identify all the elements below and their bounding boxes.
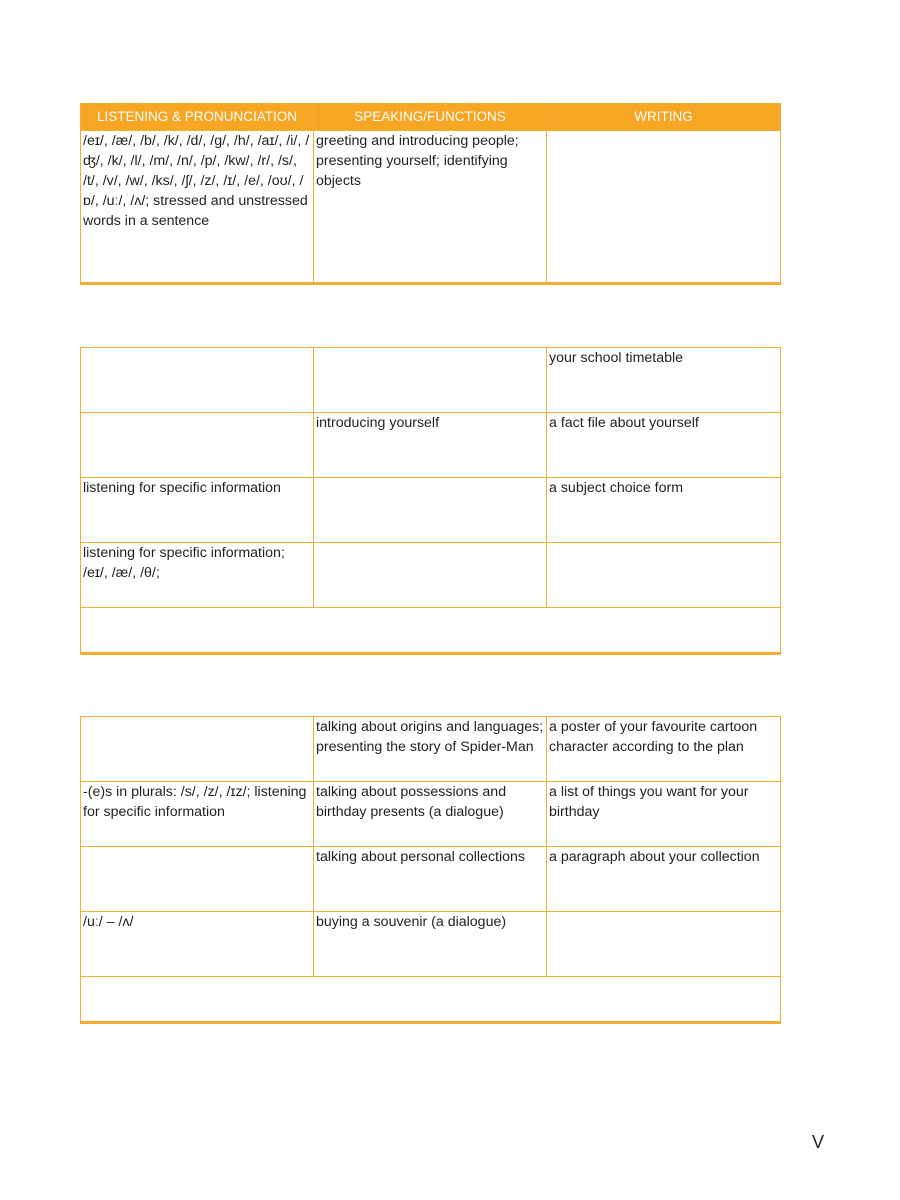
cell-listening: -(e)s in plurals: /s/, /z/, /ɪz/; listening for specific information — [81, 782, 314, 847]
table-row — [81, 543, 781, 608]
cell-listening — [81, 413, 314, 478]
syllabus-table-2 — [80, 347, 781, 655]
cell-writing: a list of things you want for your birthday — [547, 782, 781, 847]
header-row — [81, 104, 781, 131]
cell-speaking: talking about possessions and birthday presents (a dialogue) — [314, 782, 547, 847]
table-row — [81, 912, 781, 977]
cell-writing: your school timetable — [547, 348, 781, 413]
cell-writing — [547, 912, 781, 977]
table-row — [81, 348, 781, 413]
cell-listening: listening for specific information — [81, 478, 314, 543]
table-row — [81, 413, 781, 478]
cell-speaking: talking about origins and languages; presenting the story of Spider-Man — [314, 717, 547, 782]
footer-cell — [81, 977, 781, 1023]
cell-writing: a fact file about yourself — [547, 413, 781, 478]
syllabus-table-3 — [80, 716, 781, 1024]
header-writing: WRITING — [547, 104, 781, 131]
cell-speaking: talking about personal collections — [314, 847, 547, 912]
cell-speaking: buying a souvenir (a dialogue) — [314, 912, 547, 977]
table-row — [81, 478, 781, 543]
cell-speaking — [314, 543, 547, 608]
cell-listening — [81, 717, 314, 782]
table-footer-row — [81, 608, 781, 654]
cell-listening: /uː/ – /ʌ/ — [81, 912, 314, 977]
header-speaking-functions: SPEAKING/FUNCTIONS — [314, 104, 547, 131]
cell-listening: /eɪ/, /æ/, /b/, /k/, /d/, /g/, /h/, /aɪ/, /i/, /ʤ/, /k/, /l/, /m/, /n/, /p/, /kw/, /r/, /s/, /t/, /v/, /w/, /ks/, /ʃ/, /z/, /ɪ/, /e/, /oʊ/, /ɒ/, /uː/, /ʌ/; stressed and unstressed words in a sentence — [81, 131, 314, 284]
cell-writing: a paragraph about your collection — [547, 847, 781, 912]
cell-listening — [81, 847, 314, 912]
cell-writing — [547, 543, 781, 608]
cell-writing: a subject choice form — [547, 478, 781, 543]
syllabus-table-1 — [80, 103, 781, 285]
table-footer-row — [81, 977, 781, 1023]
cell-listening — [81, 348, 314, 413]
table-row — [81, 717, 781, 782]
cell-writing: a poster of your favourite cartoon character according to the plan — [547, 717, 781, 782]
table-row — [81, 131, 781, 284]
table-row — [81, 782, 781, 847]
cell-speaking — [314, 348, 547, 413]
cell-listening: listening for specific information; /eɪ/, /æ/, /θ/; — [81, 543, 314, 608]
cell-speaking: introducing yourself — [314, 413, 547, 478]
table-row — [81, 847, 781, 912]
header-listening-pronunciation: LISTENING & PRONUNCIATION — [81, 104, 314, 131]
page-number: V — [812, 1132, 825, 1152]
cell-speaking — [314, 478, 547, 543]
footer-cell — [81, 608, 781, 654]
cell-speaking: greeting and introducing people; presenting yourself; identifying objects — [314, 131, 547, 284]
cell-writing — [547, 131, 781, 284]
